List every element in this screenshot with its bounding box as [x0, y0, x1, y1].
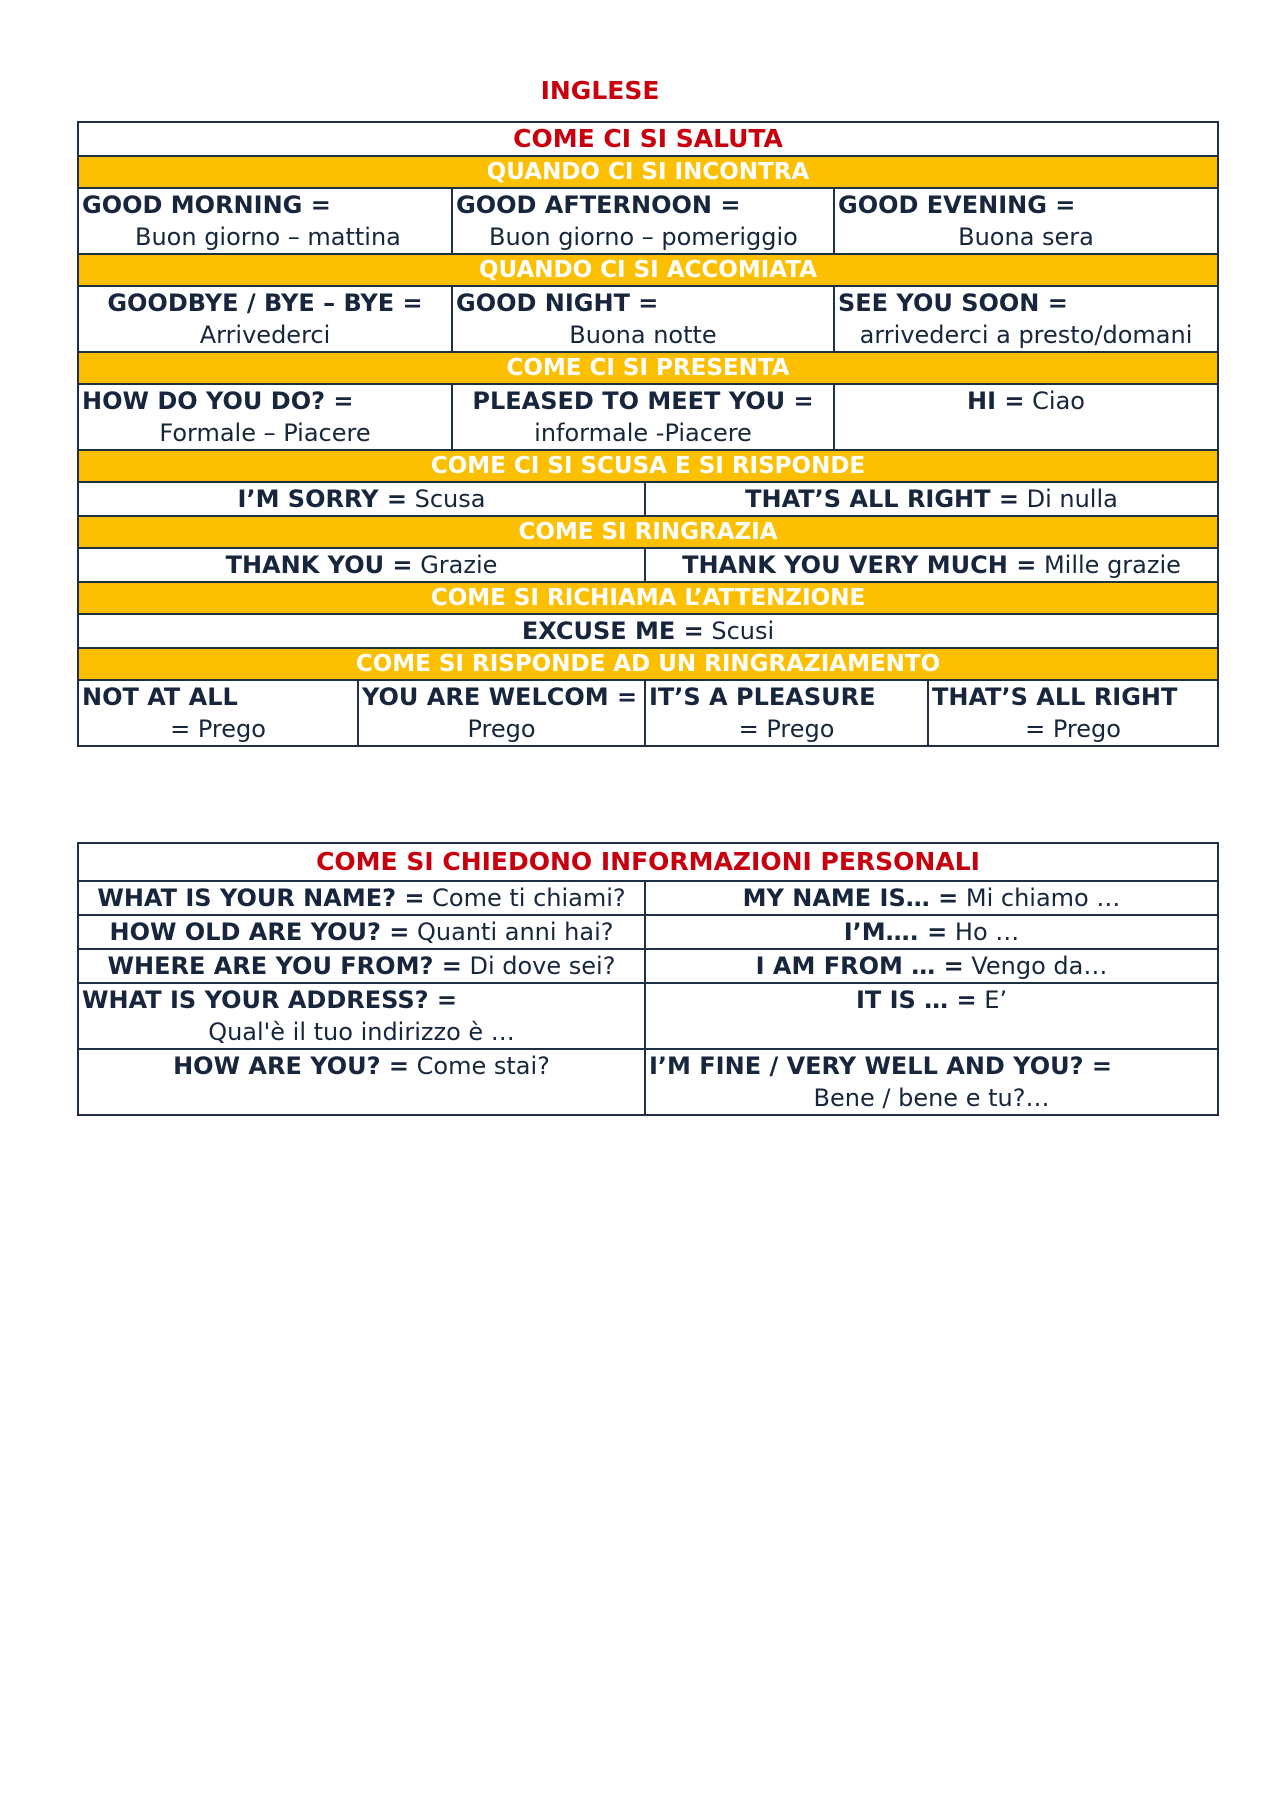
italian-translation: Mi chiamo … [965, 884, 1121, 912]
english-phrase: GOOD MORNING = [82, 191, 331, 219]
section-band-thanking: COME SI RINGRAZIA [78, 516, 1218, 548]
italian-translation: Prego [467, 715, 536, 743]
phrase-cell [645, 482, 1218, 516]
english-phrase: THANK YOU = [225, 551, 413, 579]
phrase-cell [358, 680, 645, 746]
section-band-replying: COME SI RISPONDE AD UN RINGRAZIAMENTO [78, 648, 1218, 680]
english-phrase: YOU ARE WELCOM = [362, 683, 638, 711]
table-row [78, 548, 1218, 582]
section-band-leaving: QUANDO CI SI ACCOMIATA [78, 254, 1218, 286]
italian-translation: Scusi [711, 617, 775, 645]
table-row [78, 915, 1218, 949]
english-phrase: SEE YOU SOON = [838, 289, 1068, 317]
italian-translation: Grazie [420, 551, 498, 579]
section-band-meeting: QUANDO CI SI INCONTRA [78, 156, 1218, 188]
english-answer: I’M…. = [843, 918, 948, 946]
section-band-apologising: COME CI SI SCUSA E SI RISPONDE [78, 450, 1218, 482]
english-phrase: HOW DO YOU DO? = [82, 387, 354, 415]
answer-cell [645, 983, 1218, 1049]
question-cell [78, 949, 645, 983]
italian-translation: Buon giorno – pomeriggio [489, 223, 798, 251]
phrase-cell [78, 188, 452, 254]
italian-translation: informale -Piacere [534, 419, 752, 447]
english-phrase: EXCUSE ME = [521, 617, 704, 645]
phrase-cell [78, 614, 1218, 648]
phrase-cell [834, 286, 1218, 352]
english-question: HOW OLD ARE YOU? = [109, 918, 410, 946]
phrase-cell [78, 286, 452, 352]
phrase-cell [452, 188, 834, 254]
greetings-heading: COME CI SI SALUTA [78, 122, 1218, 156]
greetings-table [77, 121, 1219, 747]
italian-translation: Buon giorno – mattina [135, 223, 401, 251]
phrase-cell [645, 548, 1218, 582]
phrase-cell [834, 384, 1218, 450]
table-row [78, 881, 1218, 915]
italian-translation: Come stai? [416, 1052, 550, 1080]
phrase-cell [78, 548, 645, 582]
phrase-cell [645, 680, 928, 746]
italian-translation: E’ [984, 986, 1008, 1014]
italian-translation: arrivederci a presto/domani [859, 321, 1193, 349]
table-row [78, 614, 1218, 648]
personal-info-heading: COME SI CHIEDONO INFORMAZIONI PERSONALI [78, 843, 1218, 881]
italian-translation: Quanti anni hai? [417, 918, 614, 946]
english-phrase: GOOD AFTERNOON = [456, 191, 741, 219]
phrase-cell [928, 680, 1218, 746]
phrase-cell [78, 680, 358, 746]
english-phrase: GOODBYE / BYE – BYE = [107, 289, 423, 317]
italian-translation: Di dove sei? [469, 952, 616, 980]
personal-info-table [77, 842, 1219, 1116]
italian-translation: Ciao [1032, 387, 1085, 415]
italian-translation: Di nulla [1026, 485, 1118, 513]
italian-translation: Mille grazie [1043, 551, 1181, 579]
question-cell [78, 881, 645, 915]
answer-cell [645, 915, 1218, 949]
english-phrase: THAT’S ALL RIGHT = [745, 485, 1019, 513]
english-question: WHAT IS YOUR NAME? = [97, 884, 425, 912]
english-answer: I AM FROM … = [755, 952, 964, 980]
phrase-cell [834, 188, 1218, 254]
italian-translation: Come ti chiami? [432, 884, 626, 912]
english-question: WHERE ARE YOU FROM? = [107, 952, 462, 980]
answer-cell [645, 949, 1218, 983]
table-row [78, 286, 1218, 352]
italian-translation: = Prego [1025, 715, 1121, 743]
table-row [78, 983, 1218, 1049]
table-heading-row [78, 122, 1218, 156]
italian-translation: Scusa [414, 485, 486, 513]
question-cell [78, 983, 645, 1049]
italian-translation: Vengo da… [971, 952, 1108, 980]
table-row [78, 1049, 1218, 1115]
section-band-attention: COME SI RICHIAMA L’ATTENZIONE [78, 582, 1218, 614]
english-answer: I’M FINE / VERY WELL AND YOU? = [649, 1052, 1112, 1080]
italian-translation: Qual'è il tuo indirizzo è … [208, 1018, 515, 1046]
italian-translation: = Prego [738, 715, 835, 743]
english-phrase: GOOD EVENING = [838, 191, 1076, 219]
italian-translation: Formale – Piacere [159, 419, 371, 447]
phrase-cell [78, 384, 452, 450]
english-answer: IT IS … = [855, 986, 977, 1014]
english-phrase: THAT’S ALL RIGHT [932, 683, 1178, 711]
italian-translation: Buona notte [569, 321, 717, 349]
english-answer: MY NAME IS… = [742, 884, 959, 912]
italian-translation: Bene / bene e tu?… [813, 1084, 1050, 1112]
phrase-cell [452, 286, 834, 352]
english-question: WHAT IS YOUR ADDRESS? = [82, 986, 457, 1014]
italian-translation: Buona sera [958, 223, 1094, 251]
english-phrase: THANK YOU VERY MUCH = [682, 551, 1037, 579]
english-phrase: PLEASED TO MEET YOU = [472, 387, 814, 415]
english-phrase: I’M SORRY = [237, 485, 407, 513]
question-cell [78, 1049, 645, 1115]
english-phrase: IT’S A PLEASURE [649, 683, 876, 711]
table-row [78, 482, 1218, 516]
table-row [78, 949, 1218, 983]
english-phrase: HI = [967, 387, 1025, 415]
table-row [78, 680, 1218, 746]
italian-translation: Ho … [954, 918, 1020, 946]
page-title: INGLESE [540, 76, 660, 105]
answer-cell [645, 881, 1218, 915]
phrase-cell [452, 384, 834, 450]
phrase-cell [78, 482, 645, 516]
answer-cell [645, 1049, 1218, 1115]
italian-translation: Arrivederci [199, 321, 331, 349]
english-question: HOW ARE YOU? = [173, 1052, 410, 1080]
table-row [78, 188, 1218, 254]
table-row [78, 384, 1218, 450]
italian-translation: = Prego [170, 715, 266, 743]
question-cell [78, 915, 645, 949]
english-phrase: NOT AT ALL [82, 683, 238, 711]
table-heading-row [78, 843, 1218, 881]
section-band-introducing: COME CI SI PRESENTA [78, 352, 1218, 384]
english-phrase: GOOD NIGHT = [456, 289, 659, 317]
